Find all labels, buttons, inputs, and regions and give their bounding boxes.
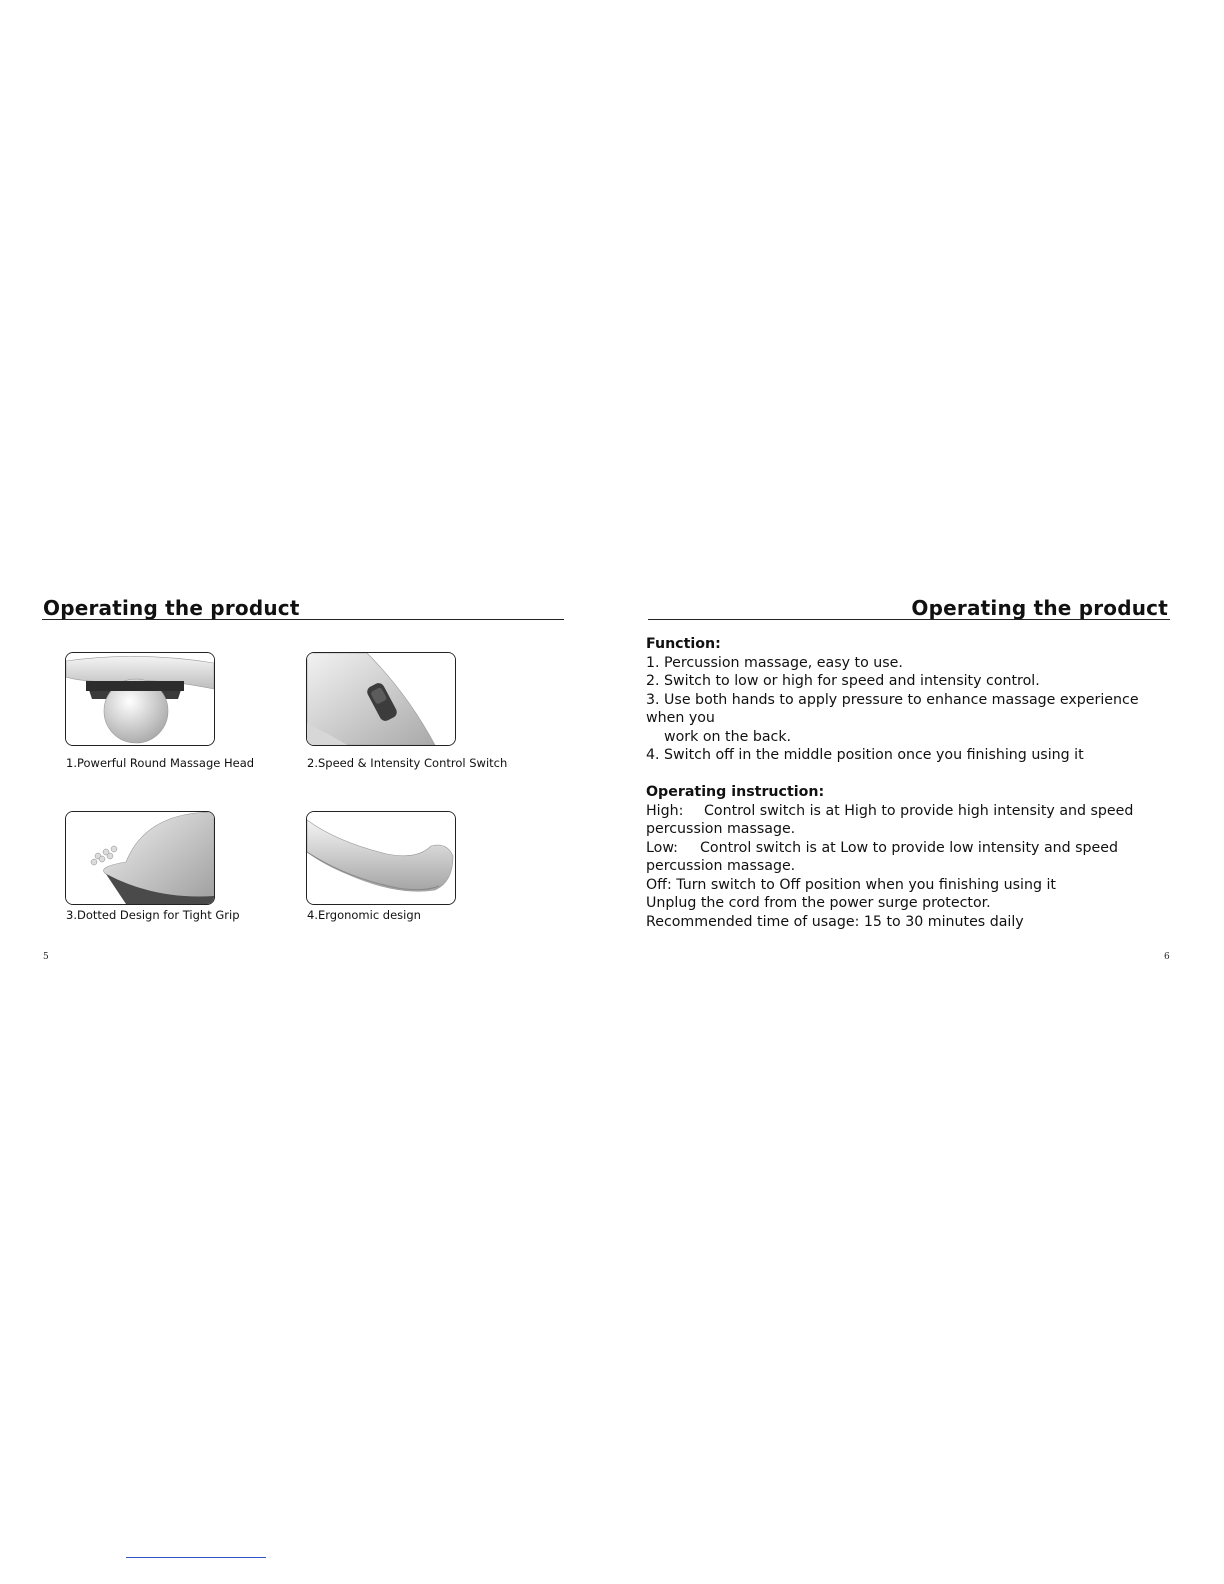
right-title-rule	[648, 619, 1170, 620]
dotted-grip-photo	[65, 811, 215, 905]
feature-caption: 4.Ergonomic design	[307, 908, 421, 922]
instruction-heading: Operating instruction:	[646, 784, 825, 800]
instruction-high-cont: percussion massage.	[646, 821, 796, 837]
left-page-title: Operating the product	[43, 596, 300, 620]
high-text: Control switch is at High to provide high intensity and speed	[704, 802, 1134, 819]
left-page-number: 5	[43, 952, 49, 962]
instruction-low	[646, 839, 1176, 858]
right-page-title: Operating the product	[911, 596, 1168, 620]
instructions-content	[646, 635, 1176, 931]
function-item: 2. Switch to low or high for speed and intensity control.	[646, 673, 1040, 689]
function-item: 3. Use both hands to apply pressure to enhance massage experience	[646, 691, 1139, 708]
high-label: High:	[646, 802, 684, 819]
massage-head-photo	[65, 652, 215, 746]
footer-link-line	[126, 1557, 266, 1558]
feature-caption: 3.Dotted Design for Tight Grip	[66, 908, 240, 922]
instruction-low-cont: percussion massage.	[646, 858, 796, 874]
control-switch-photo	[306, 652, 456, 746]
low-label: Low:	[646, 839, 678, 856]
function-item: when you	[646, 710, 715, 726]
instruction-off: Off: Turn switch to Off position when you finishing using it	[646, 876, 1056, 893]
instruction-unplug: Unplug the cord from the power surge protector.	[646, 895, 991, 911]
right-page-number: 6	[1164, 952, 1170, 962]
feature-caption: 2.Speed & Intensity Control Switch	[307, 756, 508, 770]
function-item: 4. Switch off in the middle position once you finishing using it	[646, 747, 1084, 763]
left-title-rule	[42, 619, 564, 620]
feature-caption: 1.Powerful Round Massage Head	[66, 756, 255, 770]
low-text: Control switch is at Low to provide low intensity and speed	[700, 839, 1119, 856]
function-item: work on the back.	[664, 728, 792, 745]
recommended-time: Recommended time of usage: 15 to 30 minutes daily	[646, 913, 1024, 930]
instruction-high	[646, 802, 1176, 821]
function-item: 1. Percussion massage, easy to use.	[646, 654, 903, 671]
function-heading: Function:	[646, 636, 721, 652]
ergonomic-handle-photo	[306, 811, 456, 905]
